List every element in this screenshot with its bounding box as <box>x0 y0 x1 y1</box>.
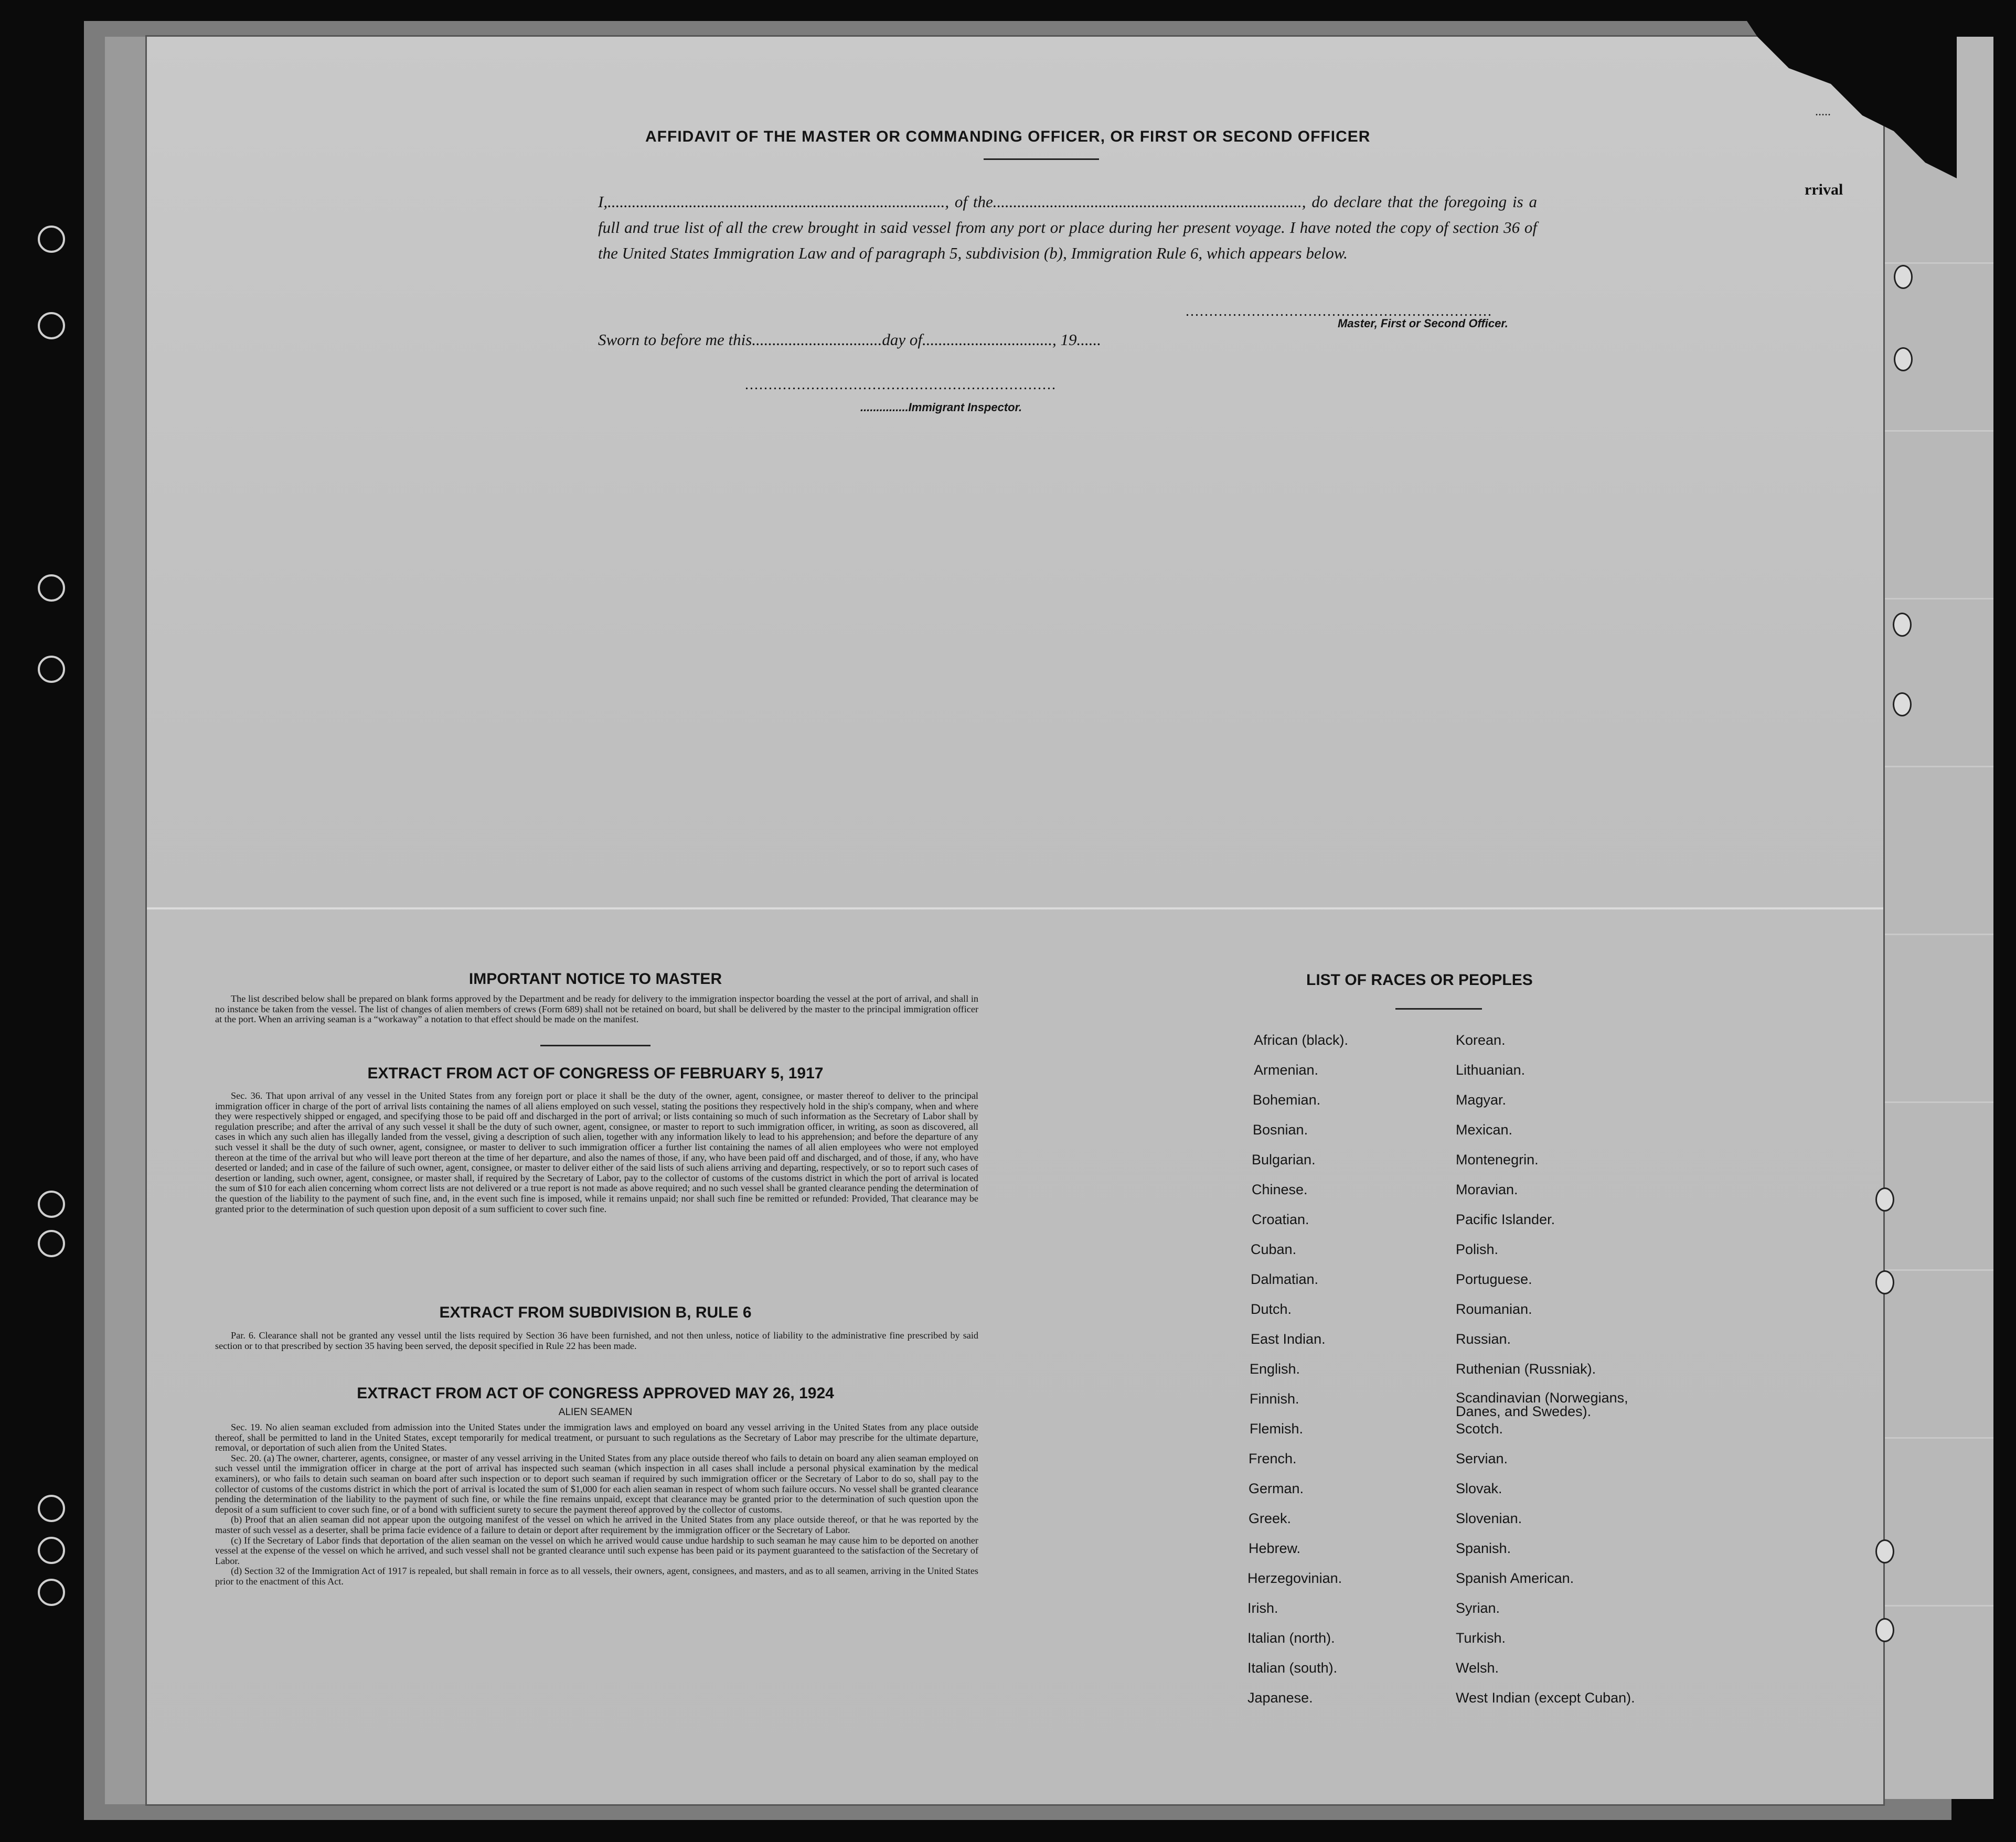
binder-hole <box>38 1230 65 1257</box>
punch-hole <box>1875 1539 1894 1563</box>
race-item: East Indian. <box>1251 1331 1326 1347</box>
race-item: Hebrew. <box>1249 1540 1301 1556</box>
race-item: Bulgarian. <box>1252 1152 1316 1168</box>
divider <box>984 158 1099 160</box>
race-item: Pacific Islander. <box>1456 1212 1555 1227</box>
punch-hole <box>1875 1270 1894 1294</box>
race-item: Bohemian. <box>1253 1092 1321 1108</box>
races-title: LIST OF RACES OR PEOPLES <box>1306 971 1533 989</box>
race-item: Flemish. <box>1250 1421 1304 1437</box>
race-item: Armenian. <box>1254 1062 1319 1078</box>
race-item: Montenegrin. <box>1456 1152 1539 1168</box>
punch-hole <box>1893 692 1912 716</box>
race-item: Finnish. <box>1250 1391 1299 1407</box>
master-signature-line: ................................................................. <box>1186 303 1492 319</box>
race-item: Herzegovinian. <box>1247 1570 1342 1586</box>
punch-hole <box>1875 1187 1894 1212</box>
race-item: Italian (south). <box>1247 1660 1338 1676</box>
race-item: Magyar. <box>1456 1092 1507 1108</box>
race-item: Spanish. <box>1456 1540 1511 1556</box>
sworn-line: Sworn to before me this................................day of................................, 19...... <box>598 330 1101 349</box>
race-item: Turkish. <box>1456 1630 1506 1646</box>
punch-hole <box>1875 1618 1894 1642</box>
notice-title: IMPORTANT NOTICE TO MASTER <box>468 970 722 988</box>
race-item: Korean. <box>1456 1032 1506 1048</box>
sec-20d-paragraph: (d) Section 32 of the Immigration Act of 1917 is repealed, but shall remain in force as to all vessels, their owners, agent, consignees, and masters, and as to all seamen, arriving in the United States prior to the enactment of this Act. <box>215 1566 978 1587</box>
race-item: Scotch. <box>1456 1421 1503 1437</box>
race-item: Dutch. <box>1251 1301 1292 1317</box>
notice-paragraph: The list described below shall be prepared on blank forms approved by the Department and be ready for delivery to the immigration inspector boarding the vessel at the port of arrival, and shall in no instance be taken from the vessel. The list of changes of alien members of crews (Form 689) shall not be retained on board, but shall be delivered by the master to the principal immigration officer at the port. When an arriving seaman is a “workaway” a notation to that effect should be made on the manifest. <box>215 993 978 1025</box>
subdivision-b-body <box>215 1331 978 1351</box>
punch-hole <box>1893 613 1912 637</box>
race-item: Dalmatian. <box>1251 1271 1319 1287</box>
race-item: Scandinavian (Norwegians, Danes, and Swedes). <box>1456 1390 1628 1419</box>
race-item: Chinese. <box>1252 1182 1308 1197</box>
race-item: German. <box>1249 1481 1304 1496</box>
punch-hole <box>1894 265 1913 289</box>
binder-hole <box>38 574 65 602</box>
affidavit-body: I,..................................................................................., of the............................................................................, do declare that the foregoing is a full and true list of all the crew brought in said vessel from any port or place during her present voyage. I have noted the copy of section 36 of the United States Immigration Law and of paragraph 5, subdivision (b), Immigration Rule 6, which appears below. <box>598 192 1537 262</box>
race-item: Moravian. <box>1456 1182 1518 1197</box>
race-item: Russian. <box>1456 1331 1511 1347</box>
act-1924-title: EXTRACT FROM ACT OF CONGRESS APPROVED MAY 26, 1924 <box>357 1385 834 1402</box>
race-item: African (black). <box>1254 1032 1349 1048</box>
binder-hole <box>38 226 65 253</box>
race-item: Mexican. <box>1456 1122 1513 1138</box>
alien-seamen-subtitle: ALIEN SEAMEN <box>558 1407 633 1418</box>
master-label: Master, First or Second Officer. <box>1338 317 1508 330</box>
race-item: Irish. <box>1247 1600 1278 1616</box>
binder-hole <box>38 656 65 683</box>
inspector-label: ...............Immigrant Inspector. <box>860 401 1022 414</box>
race-item: West Indian (except Cuban). <box>1456 1690 1635 1706</box>
punch-hole <box>1894 347 1913 371</box>
sec-36-paragraph: Sec. 36. That upon arrival of any vessel in the United States from any foreign port or place it shall be the duty of the owner, agent, consignee, or master thereof to deliver to the principal immigration officer in charge of the port of arrival lists containing the names of all aliens employed on such vessel, stating the positions they respectively hold in the ship's company, when and where they were respectively shipped or engaged, and specifying those to be paid off and discharged in the port of arrival; or lists containing so much of such information as the Secretary of Labor shall by regulation prescribe; and after the arrival of any such vessel it shall be the duty of such owner, agent, consignee, or master to report to such immigration officer, in writing, as soon as discovered, all cases in which any such alien has illegally landed from the vessel, giving a description of such alien, together with any information likely to lead to his apprehension; and before the departure of any such vessel it shall be the duty of such owner, agent, consignee, or master to deliver to such immigration officer a further list containing the names of all alien employees who were not employed thereon at the time of the arrival but who will leave port thereon at the time of her departure, and also the names of those, if any, who have been paid off and discharged, and of those, if any, who have deserted or landed; and in case of the failure of such owner, agent, consignee, or master to deliver either of the said lists of such aliens arriving and departing, respectively, or so to report such cases of desertion or landing, such owner, agent, consignee, or master shall, if required by the Secretary of Labor, pay to the collector of customs of the customs district in which the port of arrival is located the sum of $10 for each alien concerning whom correct lists are not delivered or a true report is not made as above required; and no such vessel shall be granted clearance pending the determination of the question of the liability to the payment of such fine, and, in the event such fine is imposed, while it remains unpaid; nor shall such fine be remitted or refunded: Provided, That clearance may be granted prior to the determination of such question upon deposit of a sum sufficient to cover such fine. <box>215 1090 978 1214</box>
race-item: French. <box>1249 1451 1297 1466</box>
race-item: English. <box>1250 1361 1300 1377</box>
notice-body <box>215 994 978 1025</box>
fragment-dots: ..... <box>1815 105 1831 119</box>
race-item: Polish. <box>1456 1241 1499 1257</box>
race-item: Ruthenian (Russniak). <box>1456 1361 1596 1377</box>
binder-hole <box>38 1579 65 1606</box>
race-item: Slovak. <box>1456 1481 1502 1496</box>
fold-line <box>147 907 1883 909</box>
binder-hole <box>38 1537 65 1564</box>
sec-20b-paragraph: (b) Proof that an alien seaman did not appear upon the outgoing manifest of the vessel on which he arrived in the United States from any place outside thereof, or that he was reported by the master of such vessel as a deserter, shall be prima facie evidence of a failure to detain or deport after requirement by the immigration officer or the Secretary of Labor. <box>215 1514 978 1535</box>
sec-19-paragraph: Sec. 19. No alien seaman excluded from admission into the United States under the immigration laws and employed on board any vessel arriving in the United States from any place outside thereof, shall be permitted to land in the United States, except temporarily for medical treatment, or pursuant to such regulations as the Secretary of Labor may prescribe for the ultimate departure, removal, or deportation of such alien from the United States. <box>215 1422 978 1453</box>
race-item: Cuban. <box>1251 1241 1297 1257</box>
sec-20a-paragraph: Sec. 20. (a) The owner, charterer, agents, consignee, or master of any vessel arriving in the United States from any place outside thereof who fails to detain on board any alien seaman employed on such vessel until the immigration officer in charge at the port of arrival has inspected such seaman (which inspection in all cases shall include a personal physical examination by the medical examiners), or who fails to detain such seaman on board after such inspection or to deport such seaman if required by such immigration officer or the Secretary of Labor to do so, shall pay to the collector of customs of the customs district in which the port of arrival is located the sum of $1,000 for each alien seaman in respect of whom such failure occurs. No vessel shall be granted clearance pending the determination of the liability to the payment of such fine, or while the fine remains unpaid, except that clearance may be granted prior to the determination of such question upon the deposit of a sum sufficient to cover such fine, or of a bond with sufficient surety to secure the payment thereof approved by the collector of customs. <box>215 1452 978 1515</box>
race-item: Welsh. <box>1456 1660 1499 1676</box>
race-item: Syrian. <box>1456 1600 1500 1616</box>
fragment-arrival: rrival <box>1805 181 1843 198</box>
race-item: Roumanian. <box>1456 1301 1532 1317</box>
affidavit-title: AFFIDAVIT OF THE MASTER OR COMMANDING OFFICER, OR FIRST OR SECOND OFFICER <box>645 128 1371 145</box>
race-item: Lithuanian. <box>1456 1062 1526 1078</box>
divider <box>1395 1008 1482 1010</box>
par-6-paragraph: Par. 6. Clearance shall not be granted any vessel until the lists required by Section 36 have been furnished, and not then unless, notice of liability to the administrative fine prescribed by said section or to that prescribed by section 35 having been served, the deposit specified in Rule 22 has been made. <box>215 1330 978 1351</box>
race-item: Italian (north). <box>1247 1630 1335 1646</box>
binder-hole <box>38 1495 65 1522</box>
race-item: Greek. <box>1249 1511 1292 1526</box>
binder-hole <box>38 1191 65 1218</box>
binder-hole <box>38 312 65 339</box>
race-item: Slovenian. <box>1456 1511 1522 1526</box>
race-item: Japanese. <box>1247 1690 1313 1706</box>
subdivision-b-title: EXTRACT FROM SUBDIVISION B, RULE 6 <box>439 1304 752 1321</box>
sec-20c-paragraph: (c) If the Secretary of Labor finds that deportation of the alien seaman on the vessel on which he arrived would cause undue hardship to such seaman he may cause him to be deported on another vessel at the expense of the vessel on which he arrived, and such vessel shall not be granted clearance until such expense has been paid or its payment guaranteed to the satisfaction of the Secretary of Labor. <box>215 1535 978 1566</box>
race-item: Portuguese. <box>1456 1271 1532 1287</box>
race-item: Servian. <box>1456 1451 1508 1466</box>
act-1917-title: EXTRACT FROM ACT OF CONGRESS OF FEBRUARY 5, 1917 <box>367 1065 824 1082</box>
divider <box>540 1045 650 1046</box>
act-1917-body <box>215 1091 978 1214</box>
race-item: Bosnian. <box>1253 1122 1308 1138</box>
page-edge <box>105 37 147 1804</box>
race-item: Spanish American. <box>1456 1570 1574 1586</box>
inspector-signature-line: .................................................................. <box>745 377 1057 393</box>
act-1924-body <box>215 1422 978 1587</box>
race-item: Croatian. <box>1252 1212 1309 1227</box>
